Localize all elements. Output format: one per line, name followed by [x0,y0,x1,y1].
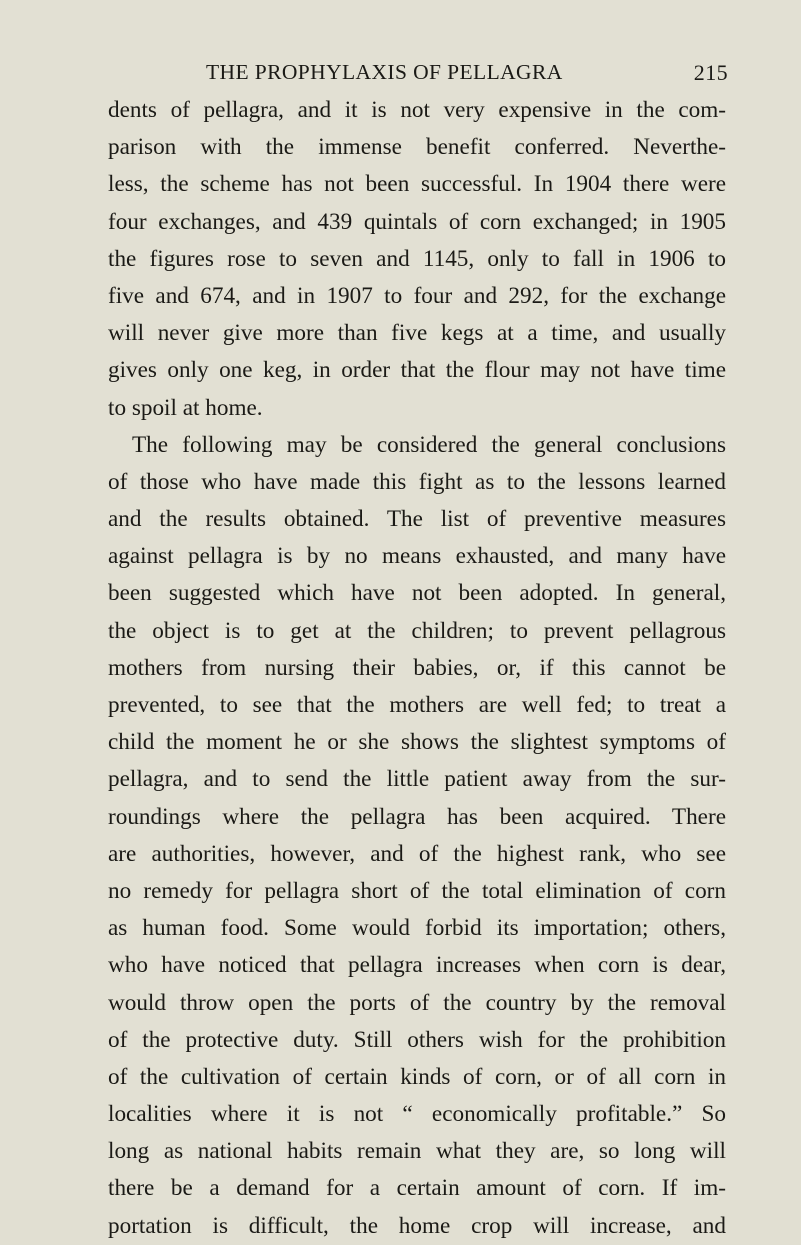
text-line: the object is to get at the children; to prevent pellagrous [108,617,726,644]
running-head [108,60,728,90]
text-line: portation is difficult, the home crop will increase, and [108,1212,726,1239]
text-line: gives only one keg, in order that the flour may not have time [108,357,726,384]
paragraph-start-line: The following may be considered the general conclusions [132,431,726,458]
text-line: parison with the immense benefit conferred. Neverthe- [108,134,726,161]
text-line: five and 674, and in 1907 to four and 292, for the exchange [108,282,726,309]
text-line: been suggested which have not been adopted. In general, [108,580,726,607]
text-line: who have noticed that pellagra increases when corn is dear, [108,952,726,979]
text-line: long as national habits remain what they are, so long will [108,1138,726,1165]
text-line: and the results obtained. The list of preventive measures [108,506,726,533]
text-line: of those who have made this fight as to the lessons learned [108,468,726,495]
text-line: child the moment he or she shows the slightest symptoms of [108,729,726,756]
text-line: of the protective duty. Still others wish for the prohibition [108,1026,726,1053]
text-line: four exchanges, and 439 quintals of corn exchanged; in 1905 [108,208,726,235]
page-number: 215 [693,60,728,85]
text-line: less, the scheme has not been successful. In 1904 there were [108,171,726,198]
text-line: no remedy for pellagra short of the total elimination of corn [108,877,726,904]
text-line: dents of pellagra, and it is not very expensive in the com- [108,97,726,123]
text-line: roundings where the pellagra has been acquired. There [108,803,726,830]
text-line: are authorities, however, and of the highest rank, who see [108,840,726,867]
text-line: the figures rose to seven and 1145, only to fall in 1906 to [108,245,726,272]
text-line: prevented, to see that the mothers are well fed; to treat a [108,692,726,718]
text-line: pellagra, and to send the little patient away from the sur- [108,766,726,793]
text-line: will never give more than five kegs at a time, and usually [108,320,726,347]
text-line: localities where it is not “ economically profitable.” So [108,1101,726,1128]
running-head-title: THE PROPHYLAXIS OF PELLAGRA [206,60,563,84]
text-line: would throw open the ports of the country by the removal [108,989,726,1016]
text-line: as human food. Some would forbid its importation; others, [108,915,726,942]
text-line: against pellagra is by no means exhausted, and many have [108,543,726,570]
text-line: of the cultivation of certain kinds of corn, or of all corn in [108,1063,726,1090]
text-line: to spoil at home. [108,394,263,421]
text-line: mothers from nursing their babies, or, if this cannot be [108,654,726,681]
text-line: there be a demand for a certain amount of corn. If im- [108,1175,726,1202]
body-text [108,92,726,1245]
